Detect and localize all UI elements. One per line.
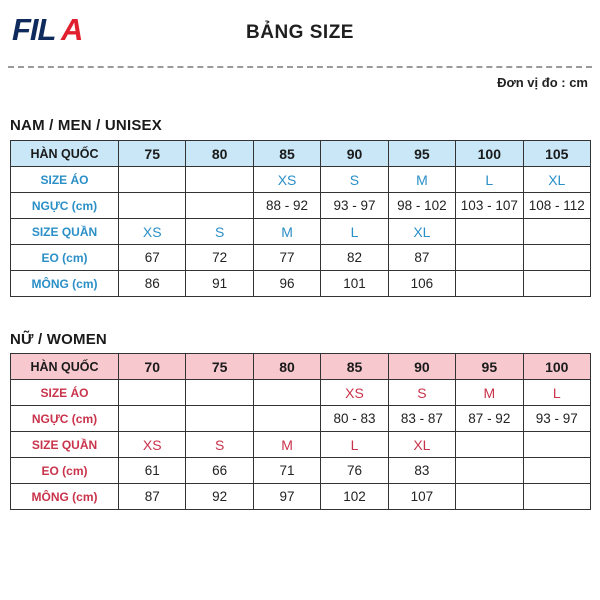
page-title: BẢNG SIZE xyxy=(246,22,354,43)
size-cell: XL xyxy=(388,219,455,245)
korean-size-cell: 95 xyxy=(388,141,455,167)
measurement-cell: 92 xyxy=(186,484,253,510)
table-row xyxy=(11,193,591,219)
size-cell xyxy=(186,380,253,406)
table-row xyxy=(11,219,591,245)
measurement-cell xyxy=(523,271,590,297)
measurement-cell xyxy=(523,245,590,271)
size-cell: S xyxy=(321,167,388,193)
size-cell xyxy=(253,380,320,406)
size-cell: S xyxy=(186,219,253,245)
row-label-cell: MÔNG (cm) xyxy=(11,271,119,297)
measurement-cell: 106 xyxy=(388,271,455,297)
korean-size-cell: 75 xyxy=(186,354,253,380)
unit-note: Đơn vị đo : cm xyxy=(497,75,588,90)
measurement-cell xyxy=(119,193,186,219)
korean-size-cell: 100 xyxy=(523,354,590,380)
table-row xyxy=(11,432,591,458)
measurement-cell: 96 xyxy=(253,271,320,297)
measurement-cell xyxy=(456,271,523,297)
measurement-cell xyxy=(456,484,523,510)
measurement-cell: 86 xyxy=(119,271,186,297)
size-cell xyxy=(523,219,590,245)
korean-size-cell: 70 xyxy=(119,354,186,380)
measurement-cell: 66 xyxy=(186,458,253,484)
measurement-cell: 71 xyxy=(253,458,320,484)
size-cell: S xyxy=(388,380,455,406)
measurement-cell: 61 xyxy=(119,458,186,484)
measurement-cell: 67 xyxy=(119,245,186,271)
measurement-cell: 83 xyxy=(388,458,455,484)
men-section-title: NAM / MEN / UNISEX xyxy=(10,117,162,134)
measurement-cell: 103 - 107 xyxy=(456,193,523,219)
table-row xyxy=(11,167,591,193)
measurement-cell xyxy=(523,458,590,484)
measurement-cell: 88 - 92 xyxy=(253,193,320,219)
measurement-cell: 97 xyxy=(253,484,320,510)
measurement-cell xyxy=(456,458,523,484)
measurement-cell: 91 xyxy=(186,271,253,297)
measurement-cell xyxy=(186,193,253,219)
women-section-title: NỮ / WOMEN xyxy=(10,331,107,348)
measurement-cell: 108 - 112 xyxy=(523,193,590,219)
men-header-row xyxy=(11,141,591,167)
korean-size-cell: 95 xyxy=(456,354,523,380)
row-label-cell: NGỰC (cm) xyxy=(11,406,119,432)
size-cell: XS xyxy=(119,432,186,458)
size-cell: M xyxy=(456,380,523,406)
size-cell: L xyxy=(456,167,523,193)
size-cell: S xyxy=(186,432,253,458)
measurement-cell: 93 - 97 xyxy=(321,193,388,219)
measurement-cell xyxy=(186,406,253,432)
row-label-cell: EO (cm) xyxy=(11,245,119,271)
svg-text:FIL: FIL xyxy=(12,14,56,44)
size-cell xyxy=(119,380,186,406)
size-cell: L xyxy=(321,219,388,245)
measurement-cell: 87 xyxy=(119,484,186,510)
measurement-cell: 98 - 102 xyxy=(388,193,455,219)
korean-size-cell: 75 xyxy=(119,141,186,167)
row-label-cell: SIZE QUẦN xyxy=(11,432,119,458)
korean-size-cell: 90 xyxy=(388,354,455,380)
measurement-cell: 87 - 92 xyxy=(456,406,523,432)
row-label-cell: SIZE QUẦN xyxy=(11,219,119,245)
measurement-cell xyxy=(253,406,320,432)
measurement-cell: 87 xyxy=(388,245,455,271)
women-size-table xyxy=(10,353,591,510)
size-cell: XS xyxy=(253,167,320,193)
measurement-cell: 83 - 87 xyxy=(388,406,455,432)
korean-size-cell: 85 xyxy=(253,141,320,167)
measurement-cell: 102 xyxy=(321,484,388,510)
size-cell: M xyxy=(253,219,320,245)
measurement-cell: 101 xyxy=(321,271,388,297)
table-row xyxy=(11,484,591,510)
svg-text:A: A xyxy=(61,14,84,44)
size-cell xyxy=(186,167,253,193)
size-cell: XS xyxy=(119,219,186,245)
row-label-cell: NGỰC (cm) xyxy=(11,193,119,219)
header-label-cell: HÀN QUỐC xyxy=(11,354,119,380)
table-row xyxy=(11,380,591,406)
table-row xyxy=(11,458,591,484)
row-label-cell: MÔNG (cm) xyxy=(11,484,119,510)
row-label-cell: EO (cm) xyxy=(11,458,119,484)
size-cell: XL xyxy=(388,432,455,458)
measurement-cell: 76 xyxy=(321,458,388,484)
header-label-cell: HÀN QUỐC xyxy=(11,141,119,167)
size-cell: L xyxy=(523,380,590,406)
korean-size-cell: 80 xyxy=(253,354,320,380)
size-cell: M xyxy=(388,167,455,193)
table-row xyxy=(11,406,591,432)
measurement-cell: 77 xyxy=(253,245,320,271)
korean-size-cell: 105 xyxy=(523,141,590,167)
table-row xyxy=(11,271,591,297)
size-cell: L xyxy=(321,432,388,458)
measurement-cell xyxy=(119,406,186,432)
size-cell xyxy=(523,432,590,458)
measurement-cell: 107 xyxy=(388,484,455,510)
korean-size-cell: 100 xyxy=(456,141,523,167)
size-cell xyxy=(456,432,523,458)
men-size-table xyxy=(10,140,591,297)
measurement-cell: 80 - 83 xyxy=(321,406,388,432)
size-cell xyxy=(456,219,523,245)
row-label-cell: SIZE ÁO xyxy=(11,167,119,193)
korean-size-cell: 85 xyxy=(321,354,388,380)
measurement-cell: 72 xyxy=(186,245,253,271)
dashed-divider xyxy=(8,66,592,68)
measurement-cell: 93 - 97 xyxy=(523,406,590,432)
size-cell: M xyxy=(253,432,320,458)
size-cell: XL xyxy=(523,167,590,193)
table-row xyxy=(11,245,591,271)
row-label-cell: SIZE ÁO xyxy=(11,380,119,406)
measurement-cell xyxy=(523,484,590,510)
size-cell xyxy=(119,167,186,193)
korean-size-cell: 90 xyxy=(321,141,388,167)
women-header-row xyxy=(11,354,591,380)
size-cell: XS xyxy=(321,380,388,406)
measurement-cell xyxy=(456,245,523,271)
korean-size-cell: 80 xyxy=(186,141,253,167)
measurement-cell: 82 xyxy=(321,245,388,271)
